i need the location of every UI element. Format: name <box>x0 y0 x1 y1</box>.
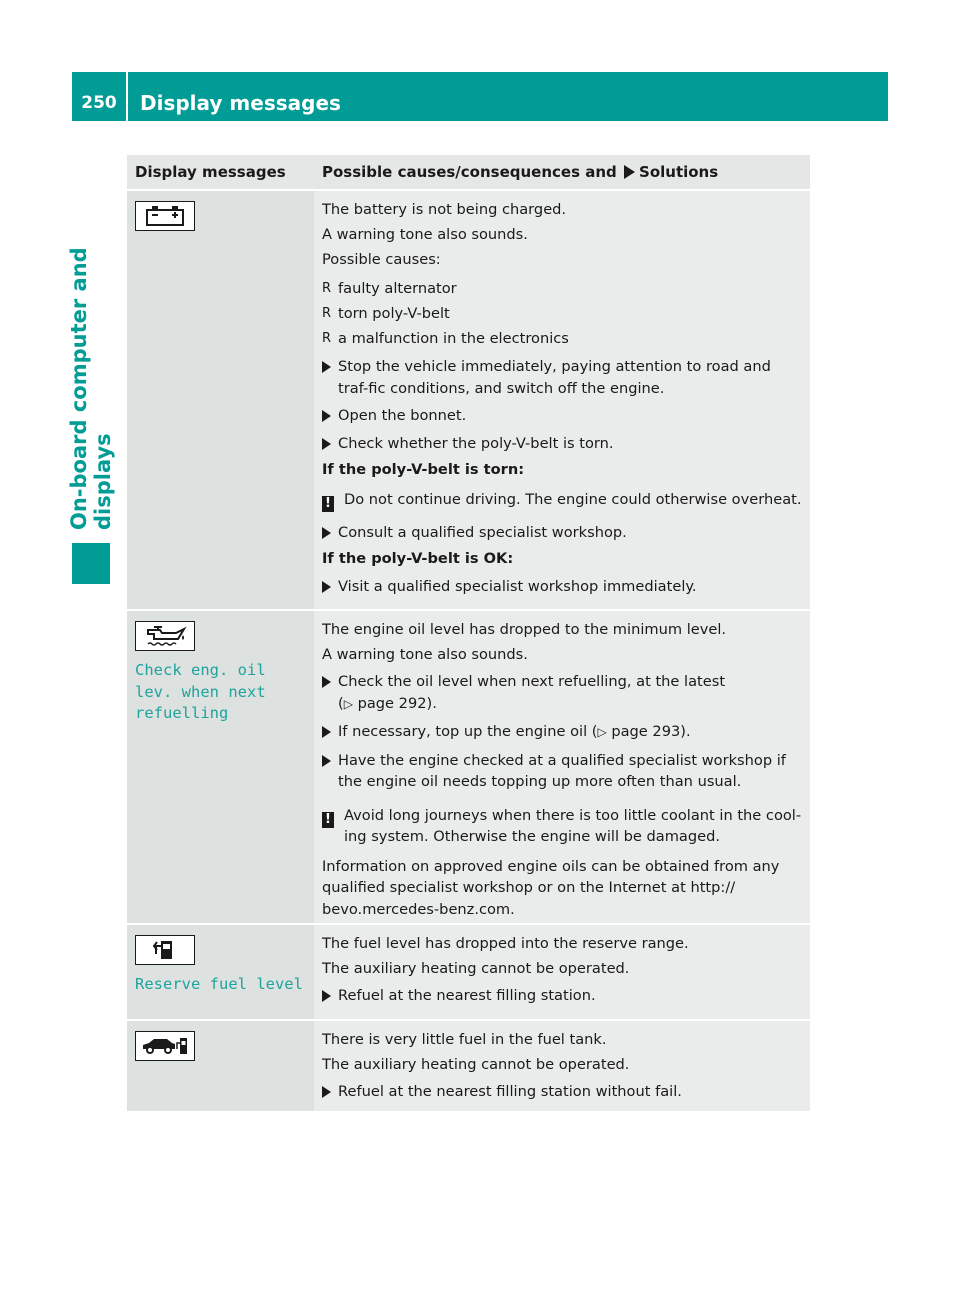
action-arrow-icon <box>322 671 338 715</box>
action-arrow-icon <box>322 576 338 598</box>
table-row <box>127 191 810 611</box>
action-item: Have the engine checked at a qualified specialist workshop if the engine oil needs topping up more often than usual. <box>322 750 804 793</box>
page-number: 250 <box>81 93 117 113</box>
col-header-display-messages: Display messages <box>135 163 286 181</box>
action-item: If necessary, top up the engine oil (▷ page 293). <box>322 721 804 744</box>
action-arrow-icon <box>322 405 338 427</box>
warning-note: ! Avoid long journeys when there is too little coolant in the cool-ing system. Otherwise the engine will be damaged. <box>322 805 804 848</box>
display-cell <box>127 1021 314 1111</box>
list-item: R faulty alternator <box>322 280 457 297</box>
causes-cell <box>314 1021 810 1111</box>
bullet-icon: R <box>322 331 332 346</box>
text-line: The auxiliary heating cannot be operated. <box>322 1056 630 1073</box>
bullet-icon: R <box>322 306 332 321</box>
action-arrow-icon <box>322 1081 338 1103</box>
action-item: Refuel at the nearest filling station without fail. <box>322 1081 804 1103</box>
side-tab-marker <box>72 543 110 584</box>
text-line: The battery is not being charged. <box>322 201 567 218</box>
oil-can-icon <box>135 621 195 651</box>
action-item: Refuel at the nearest filling station. <box>322 985 804 1007</box>
warning-icon: ! <box>322 489 344 514</box>
action-item: Visit a qualified specialist workshop immediately. <box>322 576 804 598</box>
action-arrow-icon <box>322 985 338 1007</box>
action-arrow-icon <box>322 522 338 544</box>
battery-icon <box>135 201 195 231</box>
subheading: If the poly-V-belt is torn: <box>322 461 525 478</box>
messages-table <box>127 155 810 1111</box>
action-arrow-icon <box>624 165 635 179</box>
page-title: Display messages <box>140 91 341 115</box>
display-cell <box>127 191 314 609</box>
display-cell <box>127 925 314 1019</box>
col-header-prefix: Possible causes/consequences and <box>322 163 617 181</box>
action-arrow-icon <box>322 721 338 744</box>
action-arrow-icon <box>322 750 338 793</box>
text-line: A warning tone also sounds. <box>322 226 528 243</box>
text-line: Possible causes: <box>322 251 441 268</box>
action-arrow-icon <box>322 356 338 399</box>
warning-icon: ! <box>322 805 344 848</box>
col-header-causes <box>314 155 810 189</box>
table-row <box>127 1021 810 1111</box>
list-item: R torn poly-V-belt <box>322 305 450 322</box>
action-arrow-icon <box>322 433 338 455</box>
col-header-suffix: Solutions <box>639 163 719 181</box>
side-tab-label: On-board computer and displays <box>67 247 115 530</box>
text-line: Information on approved engine oils can be obtained from any qualified specialist workshop or on the Internet at http:// bevo.mercedes-benz.com. <box>322 857 780 918</box>
car-fuel-icon <box>135 1031 195 1061</box>
action-item: Open the bonnet. <box>322 405 804 427</box>
table-row <box>127 611 810 925</box>
text-line: The fuel level has dropped into the reserve range. <box>322 935 689 952</box>
text-line: The engine oil level has dropped to the minimum level. <box>322 621 727 638</box>
text-line: A warning tone also sounds. <box>322 646 528 663</box>
text-line: The auxiliary heating cannot be operated. <box>322 960 630 977</box>
causes-cell <box>314 925 810 1019</box>
action-item: Check whether the poly-V-belt is torn. <box>322 433 804 455</box>
header-divider <box>126 72 128 121</box>
causes-cell <box>314 191 810 609</box>
action-item: Stop the vehicle immediately, paying attention to road and traf-fic conditions, and switch off the engine. <box>322 356 804 399</box>
warning-note: ! Do not continue driving. The engine could otherwise overheat. <box>322 489 804 514</box>
table-header <box>127 155 810 191</box>
display-message-text: Reserve fuel level <box>135 975 303 993</box>
action-item: Consult a qualified specialist workshop. <box>322 522 804 544</box>
bullet-icon: R <box>322 281 332 296</box>
list-item: R a malfunction in the electronics <box>322 330 569 347</box>
page-ref-icon: ▷ <box>597 725 607 739</box>
action-item: Check the oil level when next refuelling, at the latest (▷ page 292). <box>322 671 804 715</box>
table-row <box>127 925 810 1021</box>
causes-cell <box>314 611 810 923</box>
display-cell <box>127 611 314 923</box>
text-line: There is very little fuel in the fuel tank. <box>322 1031 607 1048</box>
display-message-text: Check eng. oil lev. when next refuelling <box>135 661 266 722</box>
page-ref-icon: ▷ <box>343 696 353 711</box>
fuel-pump-icon <box>135 935 195 965</box>
subheading: If the poly-V-belt is OK: <box>322 550 514 567</box>
